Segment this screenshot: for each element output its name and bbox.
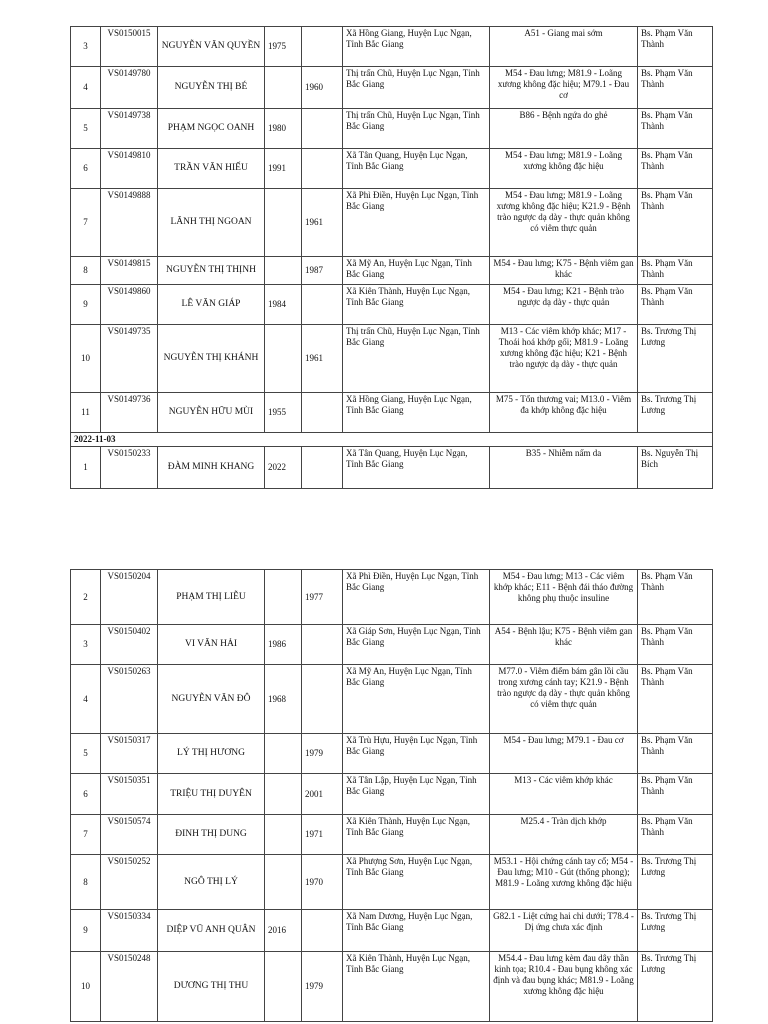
- patient-name: TRIỆU THỊ DUYÊN: [158, 774, 265, 815]
- patient-code: VS0149738: [101, 109, 158, 149]
- row-number: 8: [71, 257, 101, 285]
- female-birth-year: 1979: [302, 734, 343, 774]
- patient-address: Thị trấn Chũ, Huyện Lục Ngạn, Tỉnh Bắc Giang: [343, 325, 490, 393]
- patient-name: PHẠM NGỌC OANH: [158, 109, 265, 149]
- male-birth-year: [265, 189, 302, 257]
- female-birth-year: [302, 149, 343, 189]
- row-number: 11: [71, 393, 101, 433]
- patient-name: TRẦN VĂN HIẾU: [158, 149, 265, 189]
- table-row: [71, 109, 713, 149]
- patient-code: VS0149810: [101, 149, 158, 189]
- doctor-name: Bs. Trương Thị Lương: [638, 952, 713, 1022]
- doctor-name: Bs. Phạm Văn Thành: [638, 27, 713, 67]
- diagnosis: M77.0 - Viêm điểm bám gân lồi cầu trong xương cánh tay; K21.9 - Bệnh trào ngược dạ dày - thực quản không có viêm thực quản: [490, 665, 638, 734]
- patient-address: Xã Tân Quang, Huyện Lục Ngạn, Tỉnh Bắc Giang: [343, 149, 490, 189]
- doctor-name: Bs. Trương Thị Lương: [638, 325, 713, 393]
- male-birth-year: 2022: [265, 447, 302, 489]
- row-number: 10: [71, 952, 101, 1022]
- row-number: 9: [71, 910, 101, 952]
- table-row: [71, 67, 713, 109]
- patient-address: Thị trấn Chũ, Huyện Lục Ngạn, Tỉnh Bắc Giang: [343, 67, 490, 109]
- male-birth-year: [265, 952, 302, 1022]
- patient-name: LÃNH THỊ NGOAN: [158, 189, 265, 257]
- patient-name: VI VĂN HẢI: [158, 625, 265, 665]
- patient-name: NGUYỄN HỮU MÙI: [158, 393, 265, 433]
- diagnosis: A51 - Giang mai sớm: [490, 27, 638, 67]
- row-number: 1: [71, 447, 101, 489]
- female-birth-year: [302, 447, 343, 489]
- patient-code: VS0149735: [101, 325, 158, 393]
- patient-name: ĐÀM MINH KHANG: [158, 447, 265, 489]
- patient-name: NGÔ THỊ LÝ: [158, 855, 265, 910]
- table-row: [71, 734, 713, 774]
- row-number: 10: [71, 325, 101, 393]
- table-row: [71, 855, 713, 910]
- male-birth-year: 1968: [265, 665, 302, 734]
- patient-address: Xã Phì Điền, Huyện Lục Ngạn, Tỉnh Bắc Giang: [343, 570, 490, 625]
- patient-code: VS0150204: [101, 570, 158, 625]
- diagnosis: B35 - Nhiễm nấm da: [490, 447, 638, 489]
- patient-address: Xã Phì Điền, Huyện Lục Ngạn, Tỉnh Bắc Giang: [343, 189, 490, 257]
- patient-code: VS0150233: [101, 447, 158, 489]
- patient-code: VS0150334: [101, 910, 158, 952]
- doctor-name: Bs. Phạm Văn Thành: [638, 189, 713, 257]
- female-birth-year: [302, 910, 343, 952]
- male-birth-year: [265, 774, 302, 815]
- patient-address: Xã Mỹ An, Huyện Lục Ngạn, Tỉnh Bắc Giang: [343, 257, 490, 285]
- table-row: [71, 910, 713, 952]
- doctor-name: Bs. Phạm Văn Thành: [638, 285, 713, 325]
- patient-name: NGUYỄN THỊ THỊNH: [158, 257, 265, 285]
- patient-address: Xã Trù Hựu, Huyện Lục Ngạn, Tỉnh Bắc Giang: [343, 734, 490, 774]
- patient-code: VS0149815: [101, 257, 158, 285]
- diagnosis: M75 - Tổn thương vai; M13.0 - Viêm đa khớp không đặc hiệu: [490, 393, 638, 433]
- date-group-row: [71, 433, 713, 447]
- patient-address: Xã Hồng Giang, Huyện Lục Ngạn, Tỉnh Bắc Giang: [343, 393, 490, 433]
- table-row: [71, 447, 713, 489]
- female-birth-year: 1987: [302, 257, 343, 285]
- doctor-name: Bs. Nguyễn Thị Bích: [638, 447, 713, 489]
- female-birth-year: [302, 109, 343, 149]
- patient-address: Xã Hồng Giang, Huyện Lục Ngạn, Tỉnh Bắc Giang: [343, 27, 490, 67]
- male-birth-year: [265, 734, 302, 774]
- patient-code: VS0150252: [101, 855, 158, 910]
- patient-code: VS0150015: [101, 27, 158, 67]
- patient-code: VS0149780: [101, 67, 158, 109]
- row-number: 6: [71, 774, 101, 815]
- diagnosis: G82.1 - Liệt cứng hai chi dưới; T78.4 - Dị ứng chưa xác định: [490, 910, 638, 952]
- female-birth-year: [302, 393, 343, 433]
- table-row: [71, 570, 713, 625]
- row-number: 9: [71, 285, 101, 325]
- patient-code: VS0149736: [101, 393, 158, 433]
- female-birth-year: 1971: [302, 815, 343, 855]
- diagnosis: M54 - Đau lưng; M79.1 - Đau cơ: [490, 734, 638, 774]
- doctor-name: Bs. Phạm Văn Thành: [638, 774, 713, 815]
- diagnosis: A54 - Bệnh lậu; K75 - Bệnh viêm gan khác: [490, 625, 638, 665]
- patient-code: VS0150402: [101, 625, 158, 665]
- male-birth-year: 1975: [265, 27, 302, 67]
- patient-code: VS0149888: [101, 189, 158, 257]
- doctor-name: Bs. Phạm Văn Thành: [638, 570, 713, 625]
- row-number: 4: [71, 665, 101, 734]
- doctor-name: Bs. Phạm Văn Thành: [638, 109, 713, 149]
- visit-table-1: [70, 26, 713, 489]
- table-row: [71, 952, 713, 1022]
- table-row: [71, 149, 713, 189]
- diagnosis: M53.1 - Hội chứng cánh tay cổ; M54 - Đau lưng; M10 - Gút (thống phong); M81.9 - Loãng xương không đặc hiệu: [490, 855, 638, 910]
- row-number: 8: [71, 855, 101, 910]
- male-birth-year: [265, 855, 302, 910]
- doctor-name: Bs. Phạm Văn Thành: [638, 625, 713, 665]
- diagnosis: M54 - Đau lưng; M81.9 - Loãng xương không đặc hiệu; M79.1 - Đau cơ: [490, 67, 638, 109]
- row-number: 5: [71, 109, 101, 149]
- female-birth-year: 1979: [302, 952, 343, 1022]
- table-row: [71, 665, 713, 734]
- table-row: [71, 189, 713, 257]
- doctor-name: Bs. Phạm Văn Thành: [638, 257, 713, 285]
- patient-name: ĐINH THỊ DUNG: [158, 815, 265, 855]
- row-number: 7: [71, 189, 101, 257]
- female-birth-year: [302, 285, 343, 325]
- doctor-name: Bs. Phạm Văn Thành: [638, 734, 713, 774]
- patient-name: LÝ THỊ HƯƠNG: [158, 734, 265, 774]
- diagnosis: M13 - Các viêm khớp khác: [490, 774, 638, 815]
- row-number: 4: [71, 67, 101, 109]
- male-birth-year: 1986: [265, 625, 302, 665]
- patient-name: NGUYỄN THỊ KHÁNH: [158, 325, 265, 393]
- diagnosis: B86 - Bệnh ngứa do ghẻ: [490, 109, 638, 149]
- male-birth-year: 1984: [265, 285, 302, 325]
- row-number: 3: [71, 27, 101, 67]
- patient-code: VS0150574: [101, 815, 158, 855]
- table-row: [71, 257, 713, 285]
- diagnosis: M25.4 - Tràn dịch khớp: [490, 815, 638, 855]
- female-birth-year: 2001: [302, 774, 343, 815]
- patient-name: DƯƠNG THỊ THU: [158, 952, 265, 1022]
- patient-address: Xã Phượng Sơn, Huyện Lục Ngạn, Tỉnh Bắc Giang: [343, 855, 490, 910]
- male-birth-year: [265, 815, 302, 855]
- male-birth-year: [265, 67, 302, 109]
- visit-date-label: 2022-11-03: [71, 433, 713, 447]
- female-birth-year: 1961: [302, 189, 343, 257]
- male-birth-year: 1991: [265, 149, 302, 189]
- patient-code: VS0149860: [101, 285, 158, 325]
- doctor-name: Bs. Trương Thị Lương: [638, 855, 713, 910]
- doctor-name: Bs. Trương Thị Lương: [638, 910, 713, 952]
- male-birth-year: [265, 570, 302, 625]
- patient-code: VS0150351: [101, 774, 158, 815]
- table-row: [71, 815, 713, 855]
- male-birth-year: 1980: [265, 109, 302, 149]
- patient-address: Xã Giáp Sơn, Huyện Lục Ngạn, Tỉnh Bắc Giang: [343, 625, 490, 665]
- female-birth-year: 1961: [302, 325, 343, 393]
- patient-name: LÊ VĂN GIÁP: [158, 285, 265, 325]
- patient-name: NGUYỄN VĂN QUYỀN: [158, 27, 265, 67]
- table-row: [71, 774, 713, 815]
- doctor-name: Bs. Phạm Văn Thành: [638, 67, 713, 109]
- diagnosis: M54 - Đau lưng; M81.9 - Loãng xương không đặc hiệu: [490, 149, 638, 189]
- diagnosis: M54 - Đau lưng; K21 - Bệnh trào ngược dạ dày - thực quản: [490, 285, 638, 325]
- patient-address: Xã Kiên Thành, Huyện Lục Ngạn, Tỉnh Bắc Giang: [343, 285, 490, 325]
- female-birth-year: 1970: [302, 855, 343, 910]
- patient-address: Thị trấn Chũ, Huyện Lục Ngạn, Tỉnh Bắc Giang: [343, 109, 490, 149]
- patient-name: PHẠM THỊ LIỄU: [158, 570, 265, 625]
- male-birth-year: 1955: [265, 393, 302, 433]
- patient-address: Xã Nam Dương, Huyện Lục Ngạn, Tỉnh Bắc Giang: [343, 910, 490, 952]
- diagnosis: M54 - Đau lưng; M81.9 - Loãng xương không đặc hiệu; K21.9 - Bệnh trào ngược dạ dày - thực quản không có viêm thực quản: [490, 189, 638, 257]
- doctor-name: Bs. Phạm Văn Thành: [638, 149, 713, 189]
- female-birth-year: [302, 27, 343, 67]
- male-birth-year: [265, 257, 302, 285]
- patient-address: Xã Kiên Thành, Huyện Lục Ngạn, Tỉnh Bắc Giang: [343, 815, 490, 855]
- table-row: [71, 27, 713, 67]
- male-birth-year: [265, 325, 302, 393]
- table-1-body: [71, 27, 713, 489]
- patient-code: VS0150248: [101, 952, 158, 1022]
- patient-name: DIỆP VŨ ANH QUÂN: [158, 910, 265, 952]
- table-2-body: [71, 570, 713, 1022]
- patient-name: NGUYỄN VĂN ĐÔ: [158, 665, 265, 734]
- doctor-name: Bs. Phạm Văn Thành: [638, 815, 713, 855]
- male-birth-year: 2016: [265, 910, 302, 952]
- row-number: 6: [71, 149, 101, 189]
- diagnosis: M54 - Đau lưng; M13 - Các viêm khớp khác; E11 - Bệnh đái tháo đường không phụ thuộc insuline: [490, 570, 638, 625]
- female-birth-year: [302, 625, 343, 665]
- row-number: 7: [71, 815, 101, 855]
- female-birth-year: [302, 665, 343, 734]
- doctor-name: Bs. Trương Thị Lương: [638, 393, 713, 433]
- row-number: 2: [71, 570, 101, 625]
- patient-address: Xã Kiên Thành, Huyện Lục Ngạn, Tỉnh Bắc Giang: [343, 952, 490, 1022]
- table-row: [71, 393, 713, 433]
- row-number: 3: [71, 625, 101, 665]
- patient-address: Xã Mỹ An, Huyện Lục Ngạn, Tỉnh Bắc Giang: [343, 665, 490, 734]
- patient-name: NGUYỄN THỊ BÉ: [158, 67, 265, 109]
- visit-table-2: [70, 569, 713, 1022]
- patient-code: VS0150317: [101, 734, 158, 774]
- table-row: [71, 325, 713, 393]
- patient-address: Xã Tân Quang, Huyện Lục Ngạn, Tỉnh Bắc Giang: [343, 447, 490, 489]
- doctor-name: Bs. Phạm Văn Thành: [638, 665, 713, 734]
- row-number: 5: [71, 734, 101, 774]
- diagnosis: M13 - Các viêm khớp khác; M17 - Thoái hoá khớp gối; M81.9 - Loãng xương không đặc hiệu; K21 - Bệnh trào ngược dạ dày - thực quản: [490, 325, 638, 393]
- table-row: [71, 625, 713, 665]
- diagnosis: M54 - Đau lưng; K75 - Bệnh viêm gan khác: [490, 257, 638, 285]
- female-birth-year: 1977: [302, 570, 343, 625]
- patient-code: VS0150263: [101, 665, 158, 734]
- female-birth-year: 1960: [302, 67, 343, 109]
- table-row: [71, 285, 713, 325]
- diagnosis: M54.4 - Đau lưng kèm đau dây thần kinh tọa; R10.4 - Đau bụng không xác định và đau bụng khác; M81.9 - Loãng xương không đặc hiệu: [490, 952, 638, 1022]
- patient-address: Xã Tân Lập, Huyện Lục Ngạn, Tỉnh Bắc Giang: [343, 774, 490, 815]
